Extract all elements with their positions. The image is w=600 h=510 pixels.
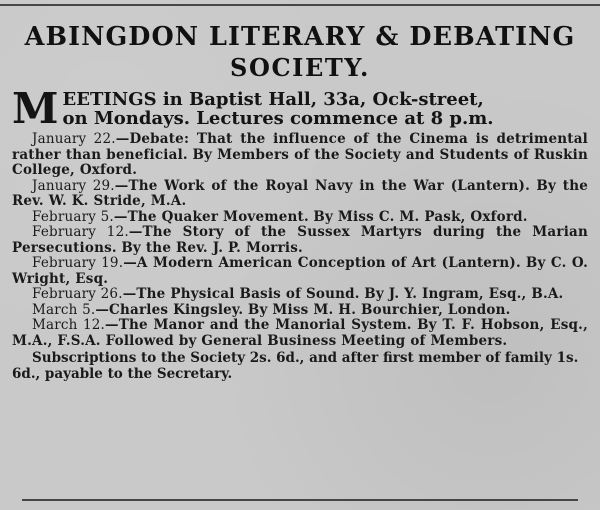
entry-date: January 22. (32, 131, 116, 147)
entry-date: February 12. (32, 224, 129, 240)
entry-topic: —The Quaker Movement. (113, 208, 309, 225)
heading-line-2: SOCIETY. (230, 53, 370, 82)
entry-topic: —Debate: That the influence of the Cinema is detrimental rather than beneficial. (12, 131, 588, 163)
schedule-entry (12, 287, 588, 303)
entry-date: January 29. (32, 177, 115, 194)
drop-cap: M (12, 84, 59, 133)
schedule-entry (12, 179, 588, 210)
bottom-rule (22, 499, 578, 501)
entry-date: February 5. (32, 208, 114, 225)
entry-speaker: By Members of the Society and Students of Ruskin College, Oxford. (12, 146, 588, 178)
society-heading (12, 24, 588, 80)
lecture-schedule (12, 132, 588, 349)
schedule-entry (12, 132, 588, 179)
schedule-entry (12, 318, 588, 349)
subscriptions-note: Subscriptions to the Society 2s. 6d., and after first member of family 1s. 6d., payable to the Secretary. (12, 350, 579, 382)
entry-date: February 26. (32, 286, 123, 302)
entry-speaker: By the Rev. J. P. Morris. (121, 239, 303, 256)
meetings-intro (12, 84, 588, 133)
entry-speaker: By J. Y. Ingram, Esq., B.A. (364, 286, 564, 302)
entry-speaker: By Miss C. M. Pask, Oxford. (313, 208, 528, 225)
entry-speaker: By the Rev. W. K. Stride, M.A. (12, 177, 588, 209)
schedule-entry (12, 210, 588, 226)
entry-date: March 5. (32, 301, 96, 318)
schedule-entry (12, 303, 588, 319)
entry-topic: —The Story of the Sussex Martyrs during the Marian Persecutions. (12, 224, 588, 256)
entry-topic: —The Physical Basis of Sound. (122, 286, 360, 302)
entry-date: March 12. (32, 317, 106, 333)
intro-line-1: EETINGS in Baptist Hall, 33a, Ock-street, (62, 89, 484, 110)
entry-topic: —The Work of the Royal Navy in the War (Lantern). (114, 177, 530, 194)
entry-speaker: By T. F. Hobson, Esq., M.A., F.S.A. Followed by General Business Meeting of Members. (12, 317, 588, 349)
entry-topic: —A Modern American Conception of Art (Lantern). (123, 255, 521, 271)
heading-line-1: ABINGDON LITERARY & DEBATING (24, 22, 576, 52)
entry-topic: —Charles Kingsley. (95, 301, 244, 318)
notice-content (12, 24, 588, 496)
entry-speaker: By C. O. Wright, Esq. (12, 255, 588, 287)
schedule-entry (12, 256, 588, 287)
entry-speaker: By Miss M. H. Bourchier, London. (247, 301, 511, 318)
intro-line-2: on Mondays. Lectures commence at 8 p.m. (62, 108, 494, 129)
entry-topic: —The Manor and the Manorial System. (105, 317, 412, 333)
entry-date: February 19. (32, 255, 124, 271)
schedule-entry (12, 225, 588, 256)
top-rule (0, 4, 600, 6)
